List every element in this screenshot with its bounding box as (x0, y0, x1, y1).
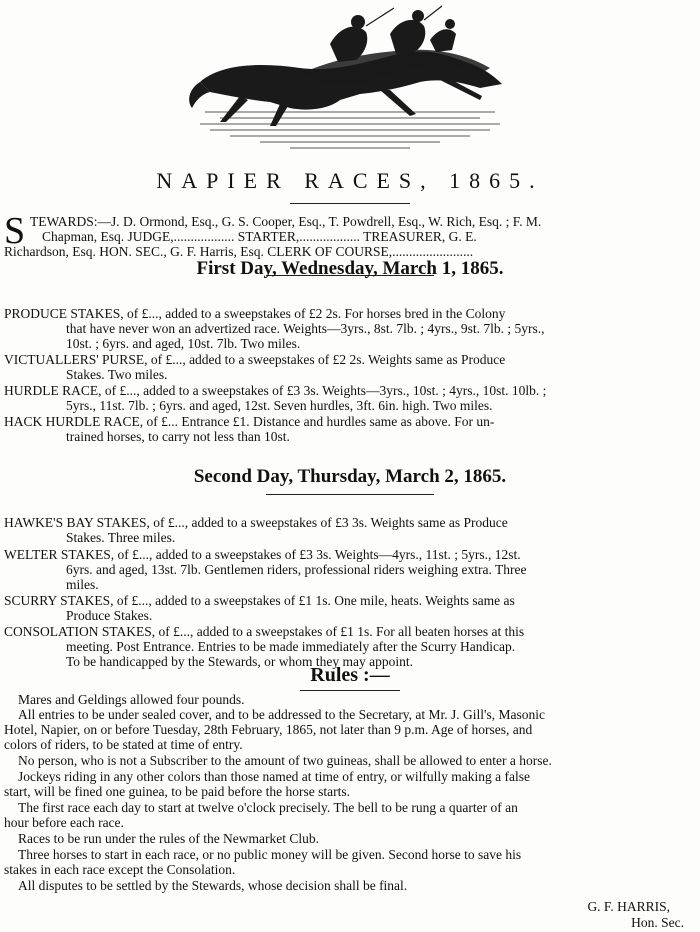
stewards-line-3: Richardson, Esq. HON. SEC., G. F. Harris, Esq. CLERK OF COURSE,........................ (4, 244, 474, 259)
signature-name: G. F. HARRIS, (587, 899, 670, 914)
racehorses-engraving (180, 4, 520, 154)
rule-item: Mares and Geldings allowed four pounds. (18, 692, 245, 707)
race-produce-stakes: PRODUCE STAKES, of £..., added to a sweepstakes of £2 2s. For horses bred in the Colony that have never won an advertized race. Weights—3yrs., 8st. 7lb. ; 4yrs., 9st. 7lb. ; 5yrs., 10st. ; 6yrs. and aged, 10st. 7lb. Two miles. (4, 306, 545, 351)
race-hawkes-bay-stakes: HAWKE'S BAY STAKES, of £..., added to a sweepstakes of £3 3s. Weights same as Produce Stakes. Three miles. (4, 515, 508, 545)
notice-title: NAPIER RACES, 1865. (156, 168, 544, 193)
race-consolation-stakes: CONSOLATION STAKES, of £..., added to a sweepstakes of £1 1s. For all beaten horses at this meeting. Post Entrance. Entries to be made immediately after the Scurry Handicap. To be handicapped by the Stewards, or whom they may appoint. (4, 624, 525, 669)
rules-heading: Rules :— (310, 664, 390, 686)
divider (300, 690, 400, 691)
race-welter-stakes: WELTER STAKES, of £..., added to a sweepstakes of £3 3s. Weights—4yrs., 11st. ; 5yrs., 12st. 6yrs. and aged, 13st. 7lb. Gentlemen riders, professional riders weighing extra. Three miles. (4, 547, 527, 592)
rule-item: Races to be run under the rules of the Newmarket Club. (18, 831, 320, 846)
stewards-dropcap: S (4, 210, 26, 252)
rule-item: All entries to be under sealed cover, and to be addressed to the Secretary, at Mr. J. Gill's, Masonic Hotel, Napier, on or before Tuesday, 28th February, 1865, not later than 9 p.m. Age of horses, and colors of riders, to be stated at time of entry. (4, 707, 545, 752)
rule-item: All disputes to be settled by the Stewards, whose decision shall be final. (18, 878, 408, 893)
race-scurry-stakes: SCURRY STAKES, of £..., added to a sweepstakes of £1 1s. One mile, heats. Weights same as Produce Stakes. (4, 593, 515, 623)
rule-item: No person, who is not a Subscriber to the amount of two guineas, shall be allowed to enter a horse. (18, 753, 552, 768)
stewards-line-1: TEWARDS:—J. D. Ormond, Esq., G. S. Cooper, Esq., T. Powdrell, Esq., W. Rich, Esq. ; F. M. (30, 214, 542, 229)
first-day-heading: First Day, Wednesday, March 1, 1865. (196, 258, 504, 279)
rule-item: The first race each day to start at twelve o'clock precisely. The bell to be rung a quarter of an hour before each race. (4, 800, 518, 830)
race-hack-hurdle-race: HACK HURDLE RACE, of £... Entrance £1. Distance and hurdles same as above. For un- trained horses, to carry not less than 10st. (4, 414, 495, 444)
stewards-line-2: Chapman, Esq. JUDGE,.................. STARTER,.................. TREASURER, G. E. (42, 229, 477, 244)
rule-item: Three horses to start in each race, or no public money will be given. Second horse to save his stakes in each race except the Consolation. (4, 847, 522, 877)
signature-role: Hon. Sec. (631, 915, 684, 930)
race-hurdle-race: HURDLE RACE, of £..., added to a sweepstakes of £3 3s. Weights—3yrs., 10st. ; 4yrs., 10st. 10lb. ; 5yrs., 11st. 7lb. ; 6yrs. and aged, 12st. Seven hurdles, 3ft. 6in. high. Two miles. (4, 383, 547, 413)
second-day-heading: Second Day, Thursday, March 2, 1865. (193, 466, 507, 487)
divider (290, 203, 410, 204)
divider (266, 494, 434, 495)
race-victuallers-purse: VICTUALLERS' PURSE, of £..., added to a sweepstakes of £2 2s. Weights same as Produce Stakes. Two miles. (4, 352, 506, 382)
rule-item: Jockeys riding in any other colors than those named at time of entry, or wilfully making a false start, will be fined one guinea, to be paid before the horse starts. (4, 769, 530, 799)
